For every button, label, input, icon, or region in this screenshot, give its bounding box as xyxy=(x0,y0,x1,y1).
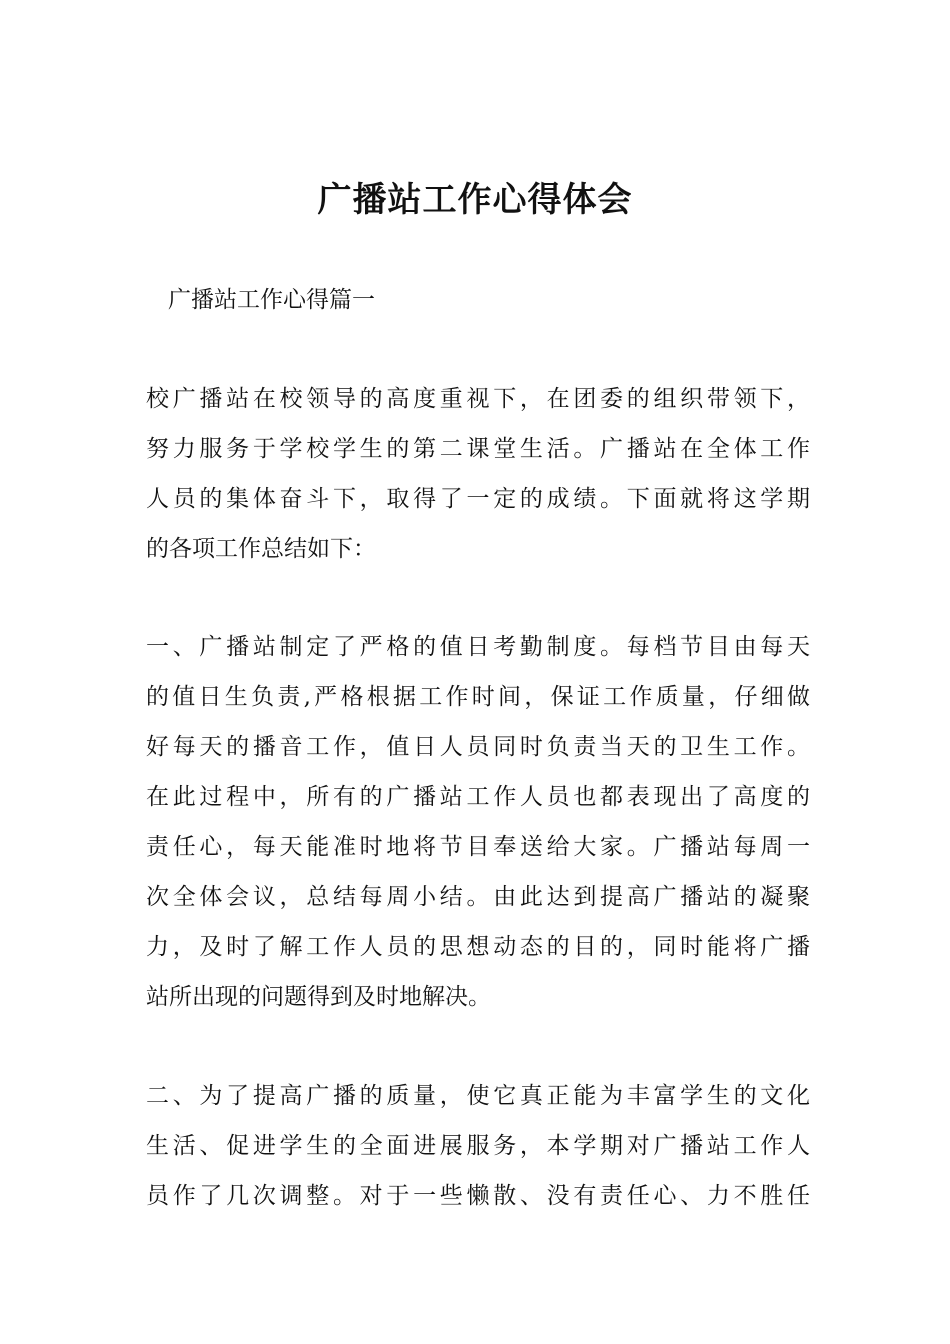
paragraph-line: 二、为了提高广播的质量，使它真正能为丰富学生的文化 xyxy=(146,1083,810,1109)
paragraph-line: 员作了几次调整。对于一些懒散、没有责任心、力不胜任 xyxy=(146,1183,810,1209)
paragraph-line: 站所出现的问题得到及时地解决。 xyxy=(146,984,491,1010)
section-heading: 广播站工作心得篇一 xyxy=(168,287,375,313)
paragraph-line: 校广播站在校领导的高度重视下，在团委的组织带领下， xyxy=(146,386,810,412)
paragraph-point-two xyxy=(146,1071,810,1221)
paragraph-line: 次全体会议，总结每周小结。由此达到提高广播站的凝聚 xyxy=(146,884,810,910)
paragraph-line: 力，及时了解工作人员的思想动态的目的，同时能将广播 xyxy=(146,934,810,960)
paragraph-line: 生活、促进学生的全面进展服务，本学期对广播站工作人 xyxy=(146,1133,810,1159)
paragraph-line: 责任心，每天能准时地将节目奉送给大家。广播站每周一 xyxy=(146,834,810,860)
paragraph-line: 的各项工作总结如下： xyxy=(146,536,376,562)
paragraph-line: 一、广播站制定了严格的值日考勤制度。每档节目由每天 xyxy=(146,634,810,660)
document-title: 广播站工作心得体会 xyxy=(317,180,633,220)
paragraph-intro xyxy=(146,374,810,574)
paragraph-line: 的值日生负责,严格根据工作时间，保证工作质量，仔细做 xyxy=(146,684,810,710)
paragraph-point-one xyxy=(146,622,810,1022)
paragraph-line: 好每天的播音工作，值日人员同时负责当天的卫生工作。 xyxy=(146,734,810,760)
paragraph-line: 在此过程中，所有的广播站工作人员也都表现出了高度的 xyxy=(146,784,810,810)
paragraph-line: 努力服务于学校学生的第二课堂生活。广播站在全体工作 xyxy=(146,436,810,462)
paragraph-line: 人员的集体奋斗下，取得了一定的成绩。下面就将这学期 xyxy=(146,486,810,512)
